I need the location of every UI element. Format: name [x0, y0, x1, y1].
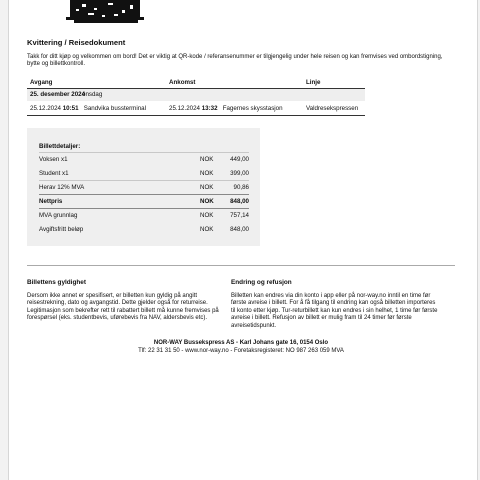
receipt-page: [8, 0, 478, 480]
line-cell: Valdresekspressen: [306, 105, 359, 112]
travel-weekday: onsdag: [82, 91, 103, 98]
validity-section: [27, 279, 237, 323]
ticket-row-label: Student x1: [39, 170, 69, 177]
header-line: Linje: [306, 79, 321, 86]
arrival-stop: Fagernes skysstasjon: [222, 105, 283, 112]
ticket-divider: [39, 208, 249, 209]
footer: [27, 340, 455, 355]
trip-divider: [27, 115, 365, 116]
qr-code: [64, 0, 146, 26]
ticket-row-amount: 399,00: [230, 170, 249, 177]
ticket-row: [39, 154, 249, 166]
ticket-row-currency: NOK: [200, 184, 214, 191]
ticket-row-label: MVA grunnlag: [39, 212, 78, 219]
header-departure: Avgang: [30, 79, 53, 86]
ticket-row-currency: NOK: [200, 170, 214, 177]
ticket-row: [39, 182, 249, 194]
arrival-time: 13:32: [201, 105, 218, 112]
ticket-row-label: Herav 12% MVA: [39, 184, 85, 191]
ticket-divider: [39, 194, 249, 195]
footer-contact: Tlf: 22 31 31 50 - www.nor-way.no - Foretaksregisteret: NO 987 263 059 MVA: [138, 347, 344, 354]
ticket-row-currency: NOK: [200, 156, 214, 163]
departure-stop: Sandvika bussterminal: [83, 105, 146, 112]
ticket-row: [39, 210, 249, 222]
ticket-details-panel: [27, 128, 260, 246]
header-arrival: Ankomst: [169, 79, 196, 86]
ticket-row-amount: 449,00: [230, 156, 249, 163]
footer-company: NOR-WAY Bussekspress AS - Karl Johans gate 16, 0154 Oslo: [153, 340, 329, 346]
ticket-row-currency: NOK: [200, 226, 214, 233]
departure-cell: [30, 105, 146, 112]
travel-date: 25. desember 2024: [30, 91, 86, 98]
document-title: Kvittering / Reisedokument: [27, 38, 126, 47]
ticket-row-currency: NOK: [200, 212, 214, 219]
ticket-details-heading: Billettdetaljer:: [39, 143, 81, 150]
arrival-cell: [169, 105, 283, 112]
ticket-divider: [39, 180, 249, 181]
refund-heading: Endring og refusjon: [231, 279, 292, 286]
ticket-row-total: [39, 196, 249, 208]
travel-date-row: [27, 89, 365, 101]
validity-heading: Billettens gyldighet: [27, 279, 86, 286]
intro-text: Takk for ditt kjøp og velkommen om bord! Det er viktig at QR-kode / referansenummer er tilgjengelig under hele reisen og kan fremvises ved ombordstigning, bytte og billettkontroll.: [27, 54, 443, 68]
ticket-row-amount: 848,00: [230, 198, 249, 205]
ticket-row-amount: 90,86: [233, 184, 249, 191]
ticket-divider: [39, 152, 249, 153]
ticket-row: [39, 224, 249, 236]
refund-text: Billetten kan endres via din konto i app eller på nor-way.no inntil en time før første avreise i billett. For å få tilgang til endring kan også billetten importeres til konto etter kjøp. Tur-returbillett kan kun endres i sin helhet, 1 time før første avreise i billett. Refusjon av billett er mulig fram til 24 timer før første avreisetidspunkt.: [231, 293, 438, 329]
departure-time: 10:51: [62, 105, 79, 112]
validity-text: Dersom ikke annet er spesifisert, er billetten kun gyldig på angitt reisestrekning, dato og avgangstid. Dette gjelder også for returreise. Legitimasjon som bekrefter rett til rabattert billett må kunne fremvises på forespørsel (eks. studentbevis, uførebevis fra NAV, aldersbevis etc).: [27, 293, 219, 322]
ticket-row-label: Voksen x1: [39, 156, 68, 163]
arrival-date: 25.12.2024: [169, 105, 200, 112]
ticket-row-label: Nettpris: [39, 198, 63, 205]
ticket-row-amount: 757,14: [230, 212, 249, 219]
ticket-row-currency: NOK: [200, 198, 214, 205]
section-divider: [27, 265, 455, 266]
refund-section: [231, 279, 441, 330]
ticket-row-amount: 848,00: [230, 226, 249, 233]
ticket-row-label: Avgiftsfritt beløp: [39, 226, 84, 233]
departure-date: 25.12.2024: [30, 105, 61, 112]
ticket-row: [39, 168, 249, 180]
